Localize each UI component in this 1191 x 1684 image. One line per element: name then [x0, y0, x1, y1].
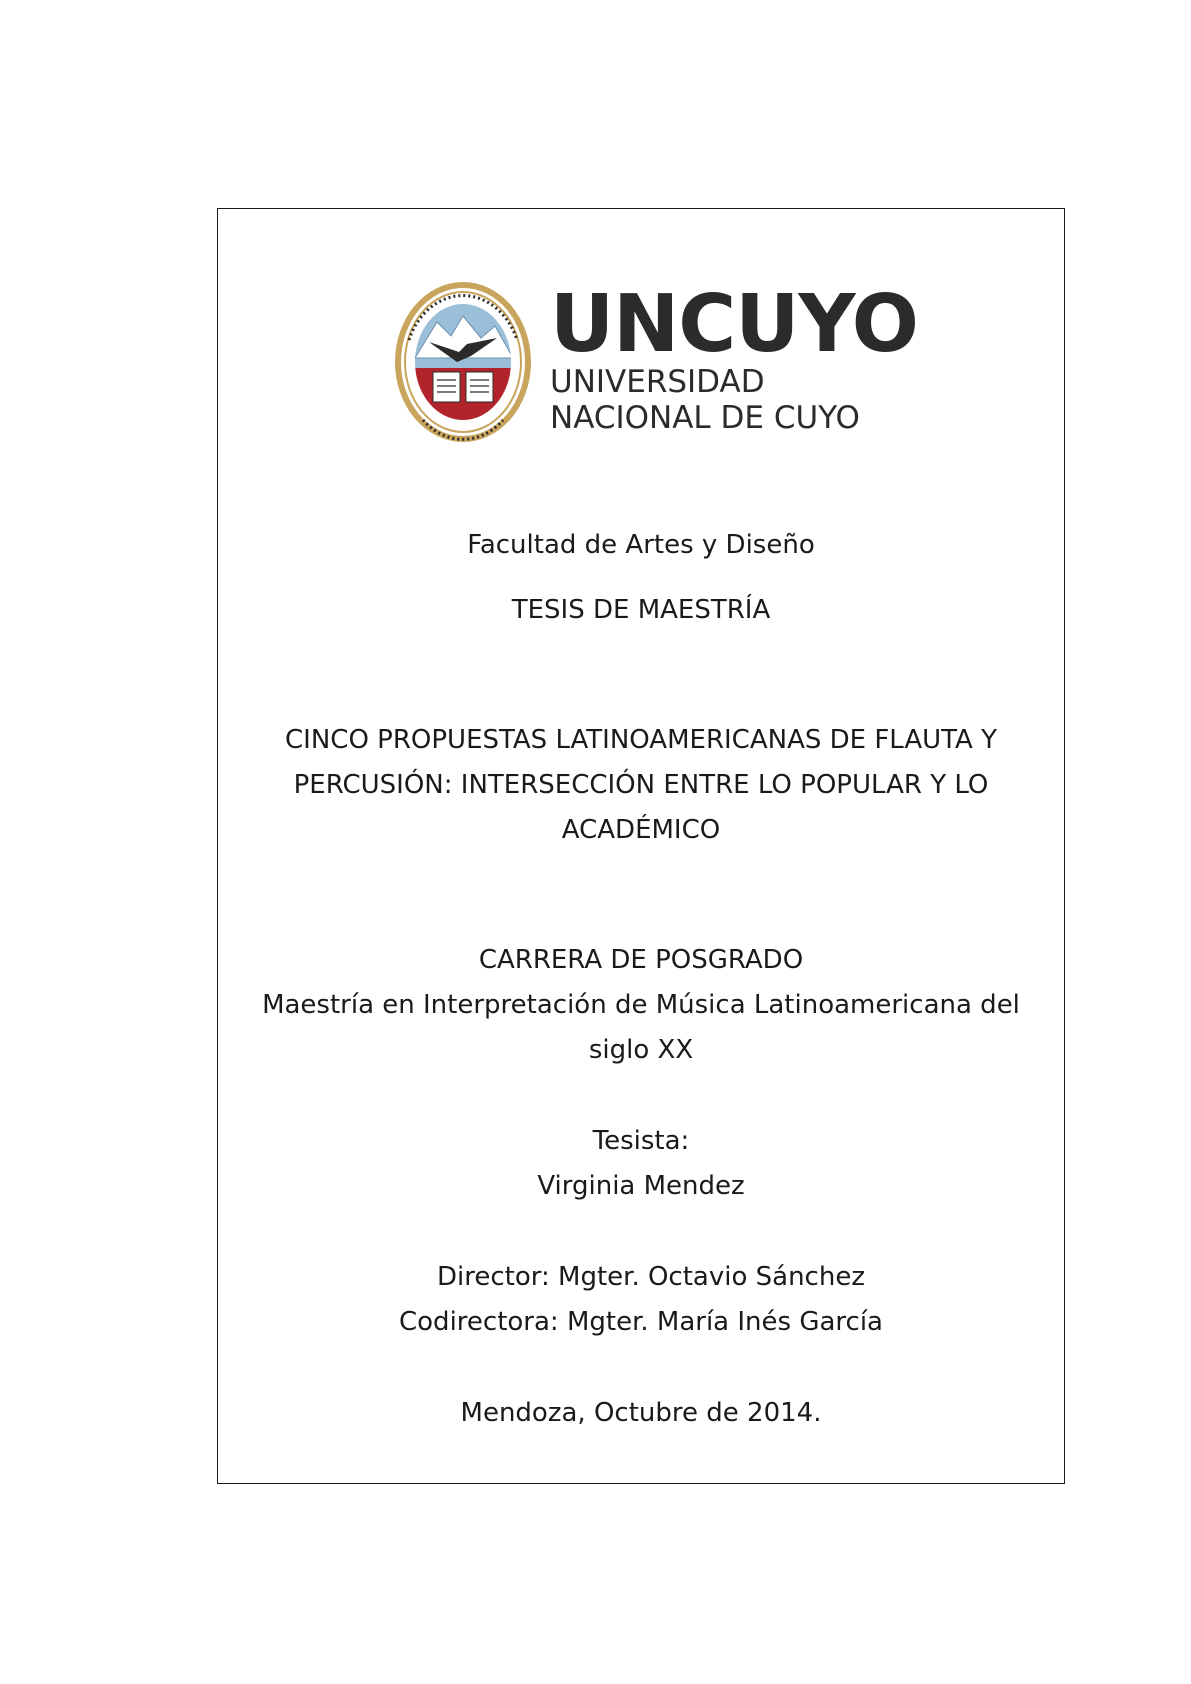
author-label: Tesista:	[592, 1126, 690, 1156]
place-date: Mendoza, Octubre de 2014.	[460, 1398, 822, 1428]
university-logo	[393, 278, 918, 445]
program-name-line-2: siglo XX	[588, 1035, 694, 1065]
university-seal-icon	[393, 280, 533, 445]
thesis-title-line-3: ACADÉMICO	[561, 815, 721, 845]
author-name: Virginia Mendez	[537, 1171, 745, 1201]
brand-wordmark	[550, 278, 918, 436]
codirector: Codirectora: Mgter. María Inés García	[399, 1307, 883, 1337]
thesis-title-line-2: PERCUSIÓN: INTERSECCIÓN ENTRE LO POPULAR Y LO	[293, 770, 989, 800]
program-name-line-1: Maestría en Interpretación de Música Latinoamericana del	[262, 990, 1020, 1020]
program-label: CARRERA DE POSGRADO	[478, 945, 804, 975]
faculty-name: Facultad de Artes y Diseño	[467, 530, 815, 560]
thesis-title-line-1: CINCO PROPUESTAS LATINOAMERICANAS DE FLAUTA Y	[285, 725, 997, 755]
brand-main-text: UNCUYO	[550, 278, 918, 370]
brand-line-1: UNIVERSIDAD	[550, 364, 765, 400]
director: Director: Mgter. Octavio Sánchez	[437, 1262, 865, 1292]
brand-line-2: NACIONAL DE CUYO	[550, 400, 860, 436]
thesis-type: TESIS DE MAESTRÍA	[511, 595, 771, 625]
